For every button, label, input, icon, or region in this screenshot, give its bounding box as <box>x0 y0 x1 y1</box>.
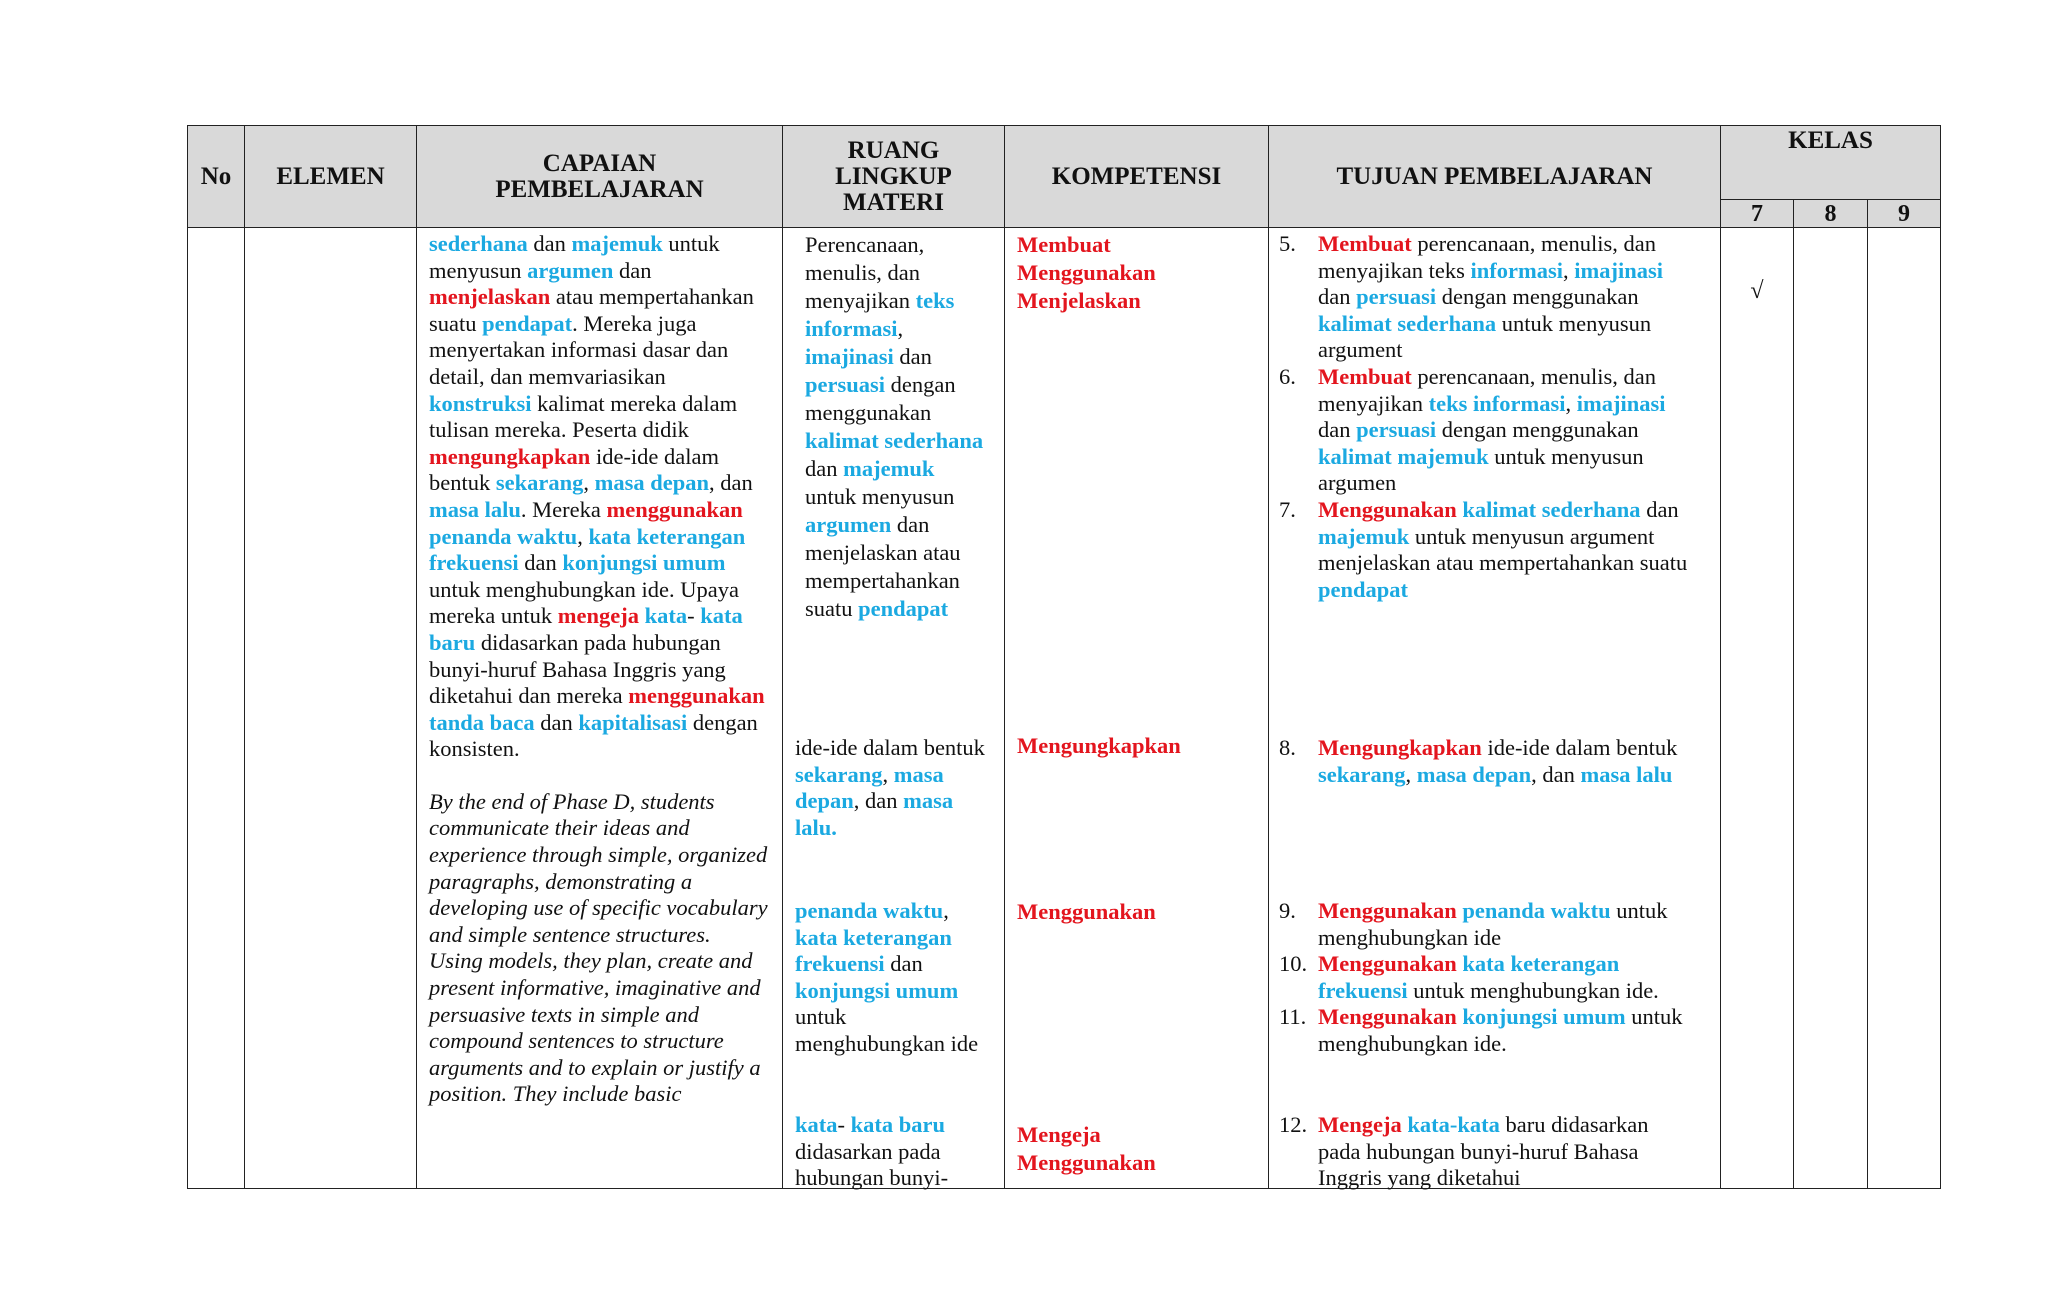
header-kelas: KELAS <box>1721 126 1941 200</box>
header-kelas-7: 7 <box>1721 200 1794 228</box>
tujuan-item-6: 6. Membuat perencanaan, menulis, dan menyajikan teks informasi, imajinasi dan persuasi dengan menggunakan kalimat majemuk untuk menyusun argumen <box>1279 363 1666 496</box>
ruang-block-3: penanda waktu, kata keterangan frekuensi dan konjungsi umum untuk menghubungkan ide <box>795 898 979 1056</box>
header-capaian-pembelajaran <box>417 126 783 228</box>
curriculum-table-page <box>187 125 1940 1189</box>
cell-capaian-pembelajaran <box>417 228 783 1189</box>
header-kelas-9: 9 <box>1868 200 1941 228</box>
cell-no <box>188 228 245 1189</box>
kompetensi-group-2: Mengungkapkan <box>1017 733 1181 758</box>
header-no: No <box>188 126 245 228</box>
ruang-block-2: ide-ide dalam bentuk sekarang, masa depan, dan masa lalu. <box>795 735 985 840</box>
header-ruang-lingkup-materi <box>783 126 1005 228</box>
cell-kelas-9 <box>1868 228 1941 1189</box>
cell-kelas-8 <box>1794 228 1868 1189</box>
curriculum-table <box>187 125 1941 1189</box>
capaian-english: By the end of Phase D, students communicate their ideas and experience through simple, organized paragraphs, demonstrating a developing use of specific vocabulary and simple sentence structures. Using models, they plan, create and present informative, imaginative and persuasive texts in simple and compound sentences to structure arguments and to explain or justify a position. They include basic <box>429 788 768 1107</box>
tujuan-block-5-7 <box>1279 231 1694 603</box>
tujuan-block-12 <box>1279 1112 1694 1192</box>
tujuan-item-8: 8. Mengungkapkan ide-ide dalam bentuk sekarang, masa depan, dan masa lalu <box>1279 735 1678 787</box>
kompetensi-group-1: Membuat Menggunakan Menjelaskan <box>1017 232 1156 313</box>
header-ruang-text: RUANG LINGKUP MATERI <box>835 136 952 216</box>
capaian-indonesian: sederhana dan majemuk untuk menyusun argumen dan menjelaskan atau mempertahankan suatu pendapat. Mereka juga menyertakan informasi dasar dan detail, dan memvariasikan konstruksi kalimat mereka dalam tulisan mereka. Peserta didik mengungkapkan ide-ide dalam bentuk sekarang, masa depan, dan masa lalu. Mereka menggunakan penanda waktu, kata keterangan frekuensi dan konjungsi umum untuk menghubungkan ide. Upaya mereka untuk mengeja kata- kata baru didasarkan pada hubungan bunyi-huruf Bahasa Inggris yang diketahui dan mereka menggunakan tanda baca dan kapitalisasi dengan konsisten. <box>429 231 765 762</box>
tujuan-item-5: 5. Membuat perencanaan, menulis, dan menyajikan teks informasi, imajinasi dan persuasi dengan menggunakan kalimat sederhana untuk menyusun argument <box>1279 231 1663 363</box>
kompetensi-group-3: Menggunakan <box>1017 899 1156 924</box>
header-elemen: ELEMEN <box>245 126 417 228</box>
tujuan-item-9: 9. Menggunakan penanda waktu untuk menghubungkan ide <box>1279 898 1668 950</box>
tujuan-item-11: 11. Menggunakan konjungsi umum untuk menghubungkan ide. <box>1279 1004 1683 1056</box>
ruang-block-1: Perencanaan, menulis, dan menyajikan teks informasi, imajinasi dan persuasi dengan menggunakan kalimat sederhana dan majemuk untuk menyusun argumen dan menjelaskan atau mempertahankan suatu pendapat <box>805 232 984 621</box>
kompetensi-group-4: Mengeja Menggunakan <box>1017 1122 1156 1175</box>
header-kompetensi: KOMPETENSI <box>1005 126 1269 228</box>
header-tujuan-pembelajaran: TUJUAN PEMBELAJARAN <box>1269 126 1721 228</box>
tujuan-item-12: 12. Mengeja kata-kata baru didasarkan pada hubungan bunyi-huruf Bahasa Inggris yang diketahui <box>1279 1112 1649 1191</box>
cell-ruang-lingkup <box>783 228 1005 1189</box>
cell-tujuan-pembelajaran <box>1269 228 1721 1189</box>
tujuan-item-7: 7. Menggunakan kalimat sederhana dan majemuk untuk menyusun argument menjelaskan atau mempertahankan suatu pendapat <box>1279 496 1688 602</box>
cell-kelas-7-check: √ <box>1721 228 1794 1189</box>
tujuan-block-9-11 <box>1279 898 1694 1058</box>
cell-elemen <box>245 228 417 1189</box>
tujuan-block-8 <box>1279 735 1694 788</box>
cell-kompetensi <box>1005 228 1269 1189</box>
header-capaian-text: CAPAIAN PEMBELAJARAN <box>495 149 704 203</box>
header-kelas-8: 8 <box>1794 200 1868 228</box>
tujuan-item-10: 10. Menggunakan kata keterangan frekuensi untuk menghubungkan ide. <box>1279 951 1659 1003</box>
ruang-block-4: kata- kata baru didasarkan pada hubungan bunyi- <box>795 1112 949 1191</box>
